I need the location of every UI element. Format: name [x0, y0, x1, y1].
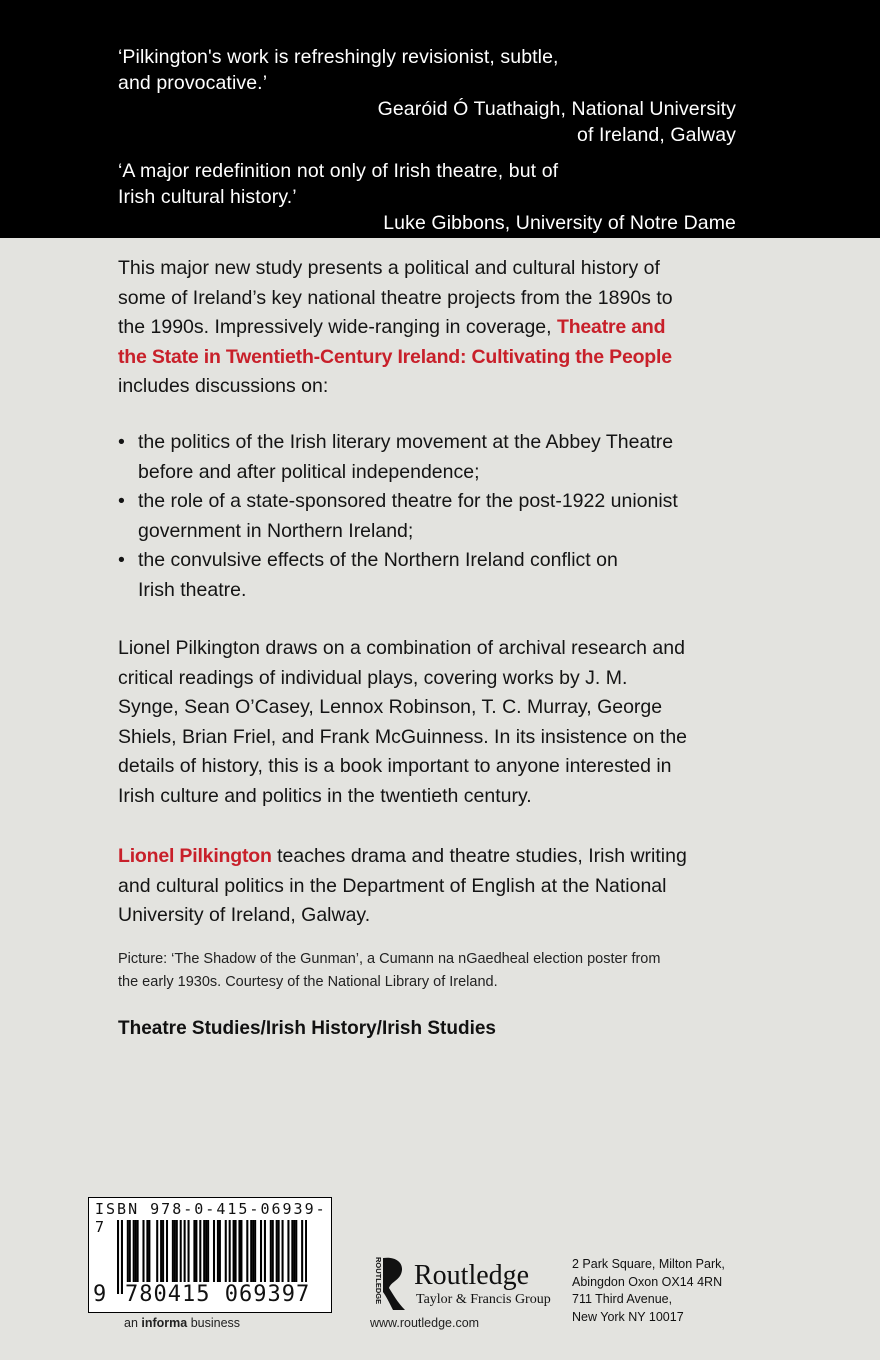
ean-digit: 9: [93, 1282, 107, 1307]
barcode-bar: [252, 1220, 254, 1282]
bullet-icon: •: [118, 490, 125, 512]
barcode-bar: [127, 1220, 129, 1282]
barcode-bar: [203, 1220, 205, 1282]
publisher-name: Routledge: [414, 1260, 530, 1291]
list-item: • the politics of the Irish literary movement at the Abbey Theatre before and after political independence;: [118, 428, 736, 487]
isbn-barcode: [88, 1197, 332, 1313]
barcode-bar: [133, 1220, 135, 1282]
barcode-bar: [176, 1220, 178, 1282]
barcode-bar: [135, 1220, 137, 1282]
quote-text-line: Irish cultural history.’: [118, 186, 297, 208]
barcode-bar: [272, 1220, 274, 1282]
list-item: • the convulsive effects of the Northern Ireland conflict on Irish theatre.: [118, 546, 736, 605]
description-paragraph: Lionel Pilkington draws on a combination of archival research and critical readings of individual plays, covering works by J. M. Synge, Sean O’Casey, Lennox Robinson, T. C. Murray, George Shiels, Brian Friel, and Frank McGuinness. In its insistence on the details of history, this is a book important to anyone interested in Irish culture and politics in the twentieth century.: [118, 637, 688, 807]
bullet-icon: •: [118, 431, 125, 453]
barcode-bar: [156, 1220, 158, 1282]
quote-text-line: ‘A major redefinition not only of Irish theatre, but of: [118, 160, 559, 182]
barcode-bar: [217, 1220, 219, 1282]
routledge-logo-icon: [367, 1254, 407, 1312]
barcode-bar: [233, 1220, 235, 1282]
barcode-bar: [254, 1220, 256, 1282]
barcode-bar: [199, 1220, 201, 1282]
publisher-address: 2 Park Square, Milton Park, Abingdon Oxon OX14 4RN 711 Third Avenue, New York NY 10017: [572, 1257, 725, 1324]
barcode-bar: [246, 1220, 248, 1282]
barcode-bar: [142, 1220, 144, 1282]
barcode-bar: [188, 1220, 190, 1282]
quotes-band: [0, 0, 880, 238]
barcode-bar: [184, 1220, 186, 1282]
barcode-bar: [195, 1220, 197, 1282]
publisher-group: Taylor & Francis Group: [416, 1292, 551, 1307]
barcode-bar: [240, 1220, 242, 1282]
barcode-bar: [235, 1220, 237, 1282]
barcode-bar: [174, 1220, 176, 1282]
bullet-icon: •: [118, 549, 125, 571]
barcode-bar: [264, 1220, 266, 1282]
isbn-number: ISBN 978-0-415-06939-7: [95, 1200, 327, 1236]
barcode-bar: [295, 1220, 297, 1282]
routledge-logo-text: ROUTLEDGE: [374, 1257, 383, 1305]
picture-caption: Picture: ‘The Shadow of the Gunman’, a Cumann na nGaedheal election poster from the early 1930s. Courtesy of the National Library of Ireland.: [118, 951, 661, 990]
quote-gibbons: [118, 158, 736, 236]
barcode-bar: [172, 1220, 174, 1282]
barcode-bar: [282, 1220, 284, 1282]
barcode-bar: [293, 1220, 295, 1282]
barcode-bar: [276, 1220, 278, 1282]
barcode-bar: [166, 1220, 168, 1282]
barcode-bar: [270, 1220, 272, 1282]
quote-text-line: ‘Pilkington's work is refreshingly revisionist, subtle,: [118, 46, 559, 68]
barcode-bar: [160, 1220, 162, 1282]
barcode-bar: [148, 1220, 150, 1282]
barcode-bar: [287, 1220, 289, 1282]
barcode-bar: [238, 1220, 240, 1282]
barcode-bar: [146, 1220, 148, 1282]
barcode-bar: [278, 1220, 280, 1282]
quote-otuathaigh: [118, 44, 736, 148]
book-title: the State in Twentieth-Century Ireland: Cultivating the People: [118, 345, 672, 368]
book-title: Theatre and: [556, 316, 666, 338]
barcode-bar: [129, 1220, 131, 1282]
barcode-bar: [291, 1220, 293, 1282]
barcode-bar: [219, 1220, 221, 1282]
barcode-bar: [225, 1220, 227, 1282]
author-bio: Lionel Pilkington teaches drama and theatre studies, Irish writing and cultural politics in the Department of English at the National University of Ireland, Galway.: [118, 845, 687, 926]
quote-attribution: Luke Gibbons, University of Notre Dame: [383, 212, 736, 234]
intro-paragraph: This major new study presents a political and cultural history of some of Ireland’s key national theatre projects from the 1890s to the 1990s. Impressively wide-ranging in coverage, Theatre and the State in Twentieth-Century Ireland: Cultivating the People includes discussions on:: [118, 257, 673, 397]
barcode-bar: [137, 1220, 139, 1282]
author-name: Lionel Pilkington: [118, 845, 272, 867]
publisher-url: www.routledge.com: [370, 1316, 480, 1330]
barcode-bar: [229, 1220, 231, 1282]
barcode-bar: [250, 1220, 252, 1282]
topics-list: [118, 428, 736, 605]
informa-tagline: an informa business: [124, 1316, 241, 1330]
barcode-bar: [207, 1220, 209, 1282]
barcode-bar: [205, 1220, 207, 1282]
ean-digits: 780415 069397: [125, 1282, 311, 1307]
quote-attribution: Gearóid Ó Tuathaigh, National University: [377, 98, 736, 120]
quote-attribution: of Ireland, Galway: [577, 124, 736, 146]
barcode-bar: [117, 1220, 119, 1294]
barcode-bar: [162, 1220, 164, 1282]
list-item: • the role of a state-sponsored theatre for the post-1922 unionist government in Northern Ireland;: [118, 487, 736, 546]
subject-categories: Theatre Studies/Irish History/Irish Studies: [118, 1018, 496, 1039]
barcode-bar: [193, 1220, 195, 1282]
barcode-bar: [180, 1220, 182, 1282]
barcode-bar: [260, 1220, 262, 1282]
quote-text-line: and provocative.’: [118, 72, 268, 94]
